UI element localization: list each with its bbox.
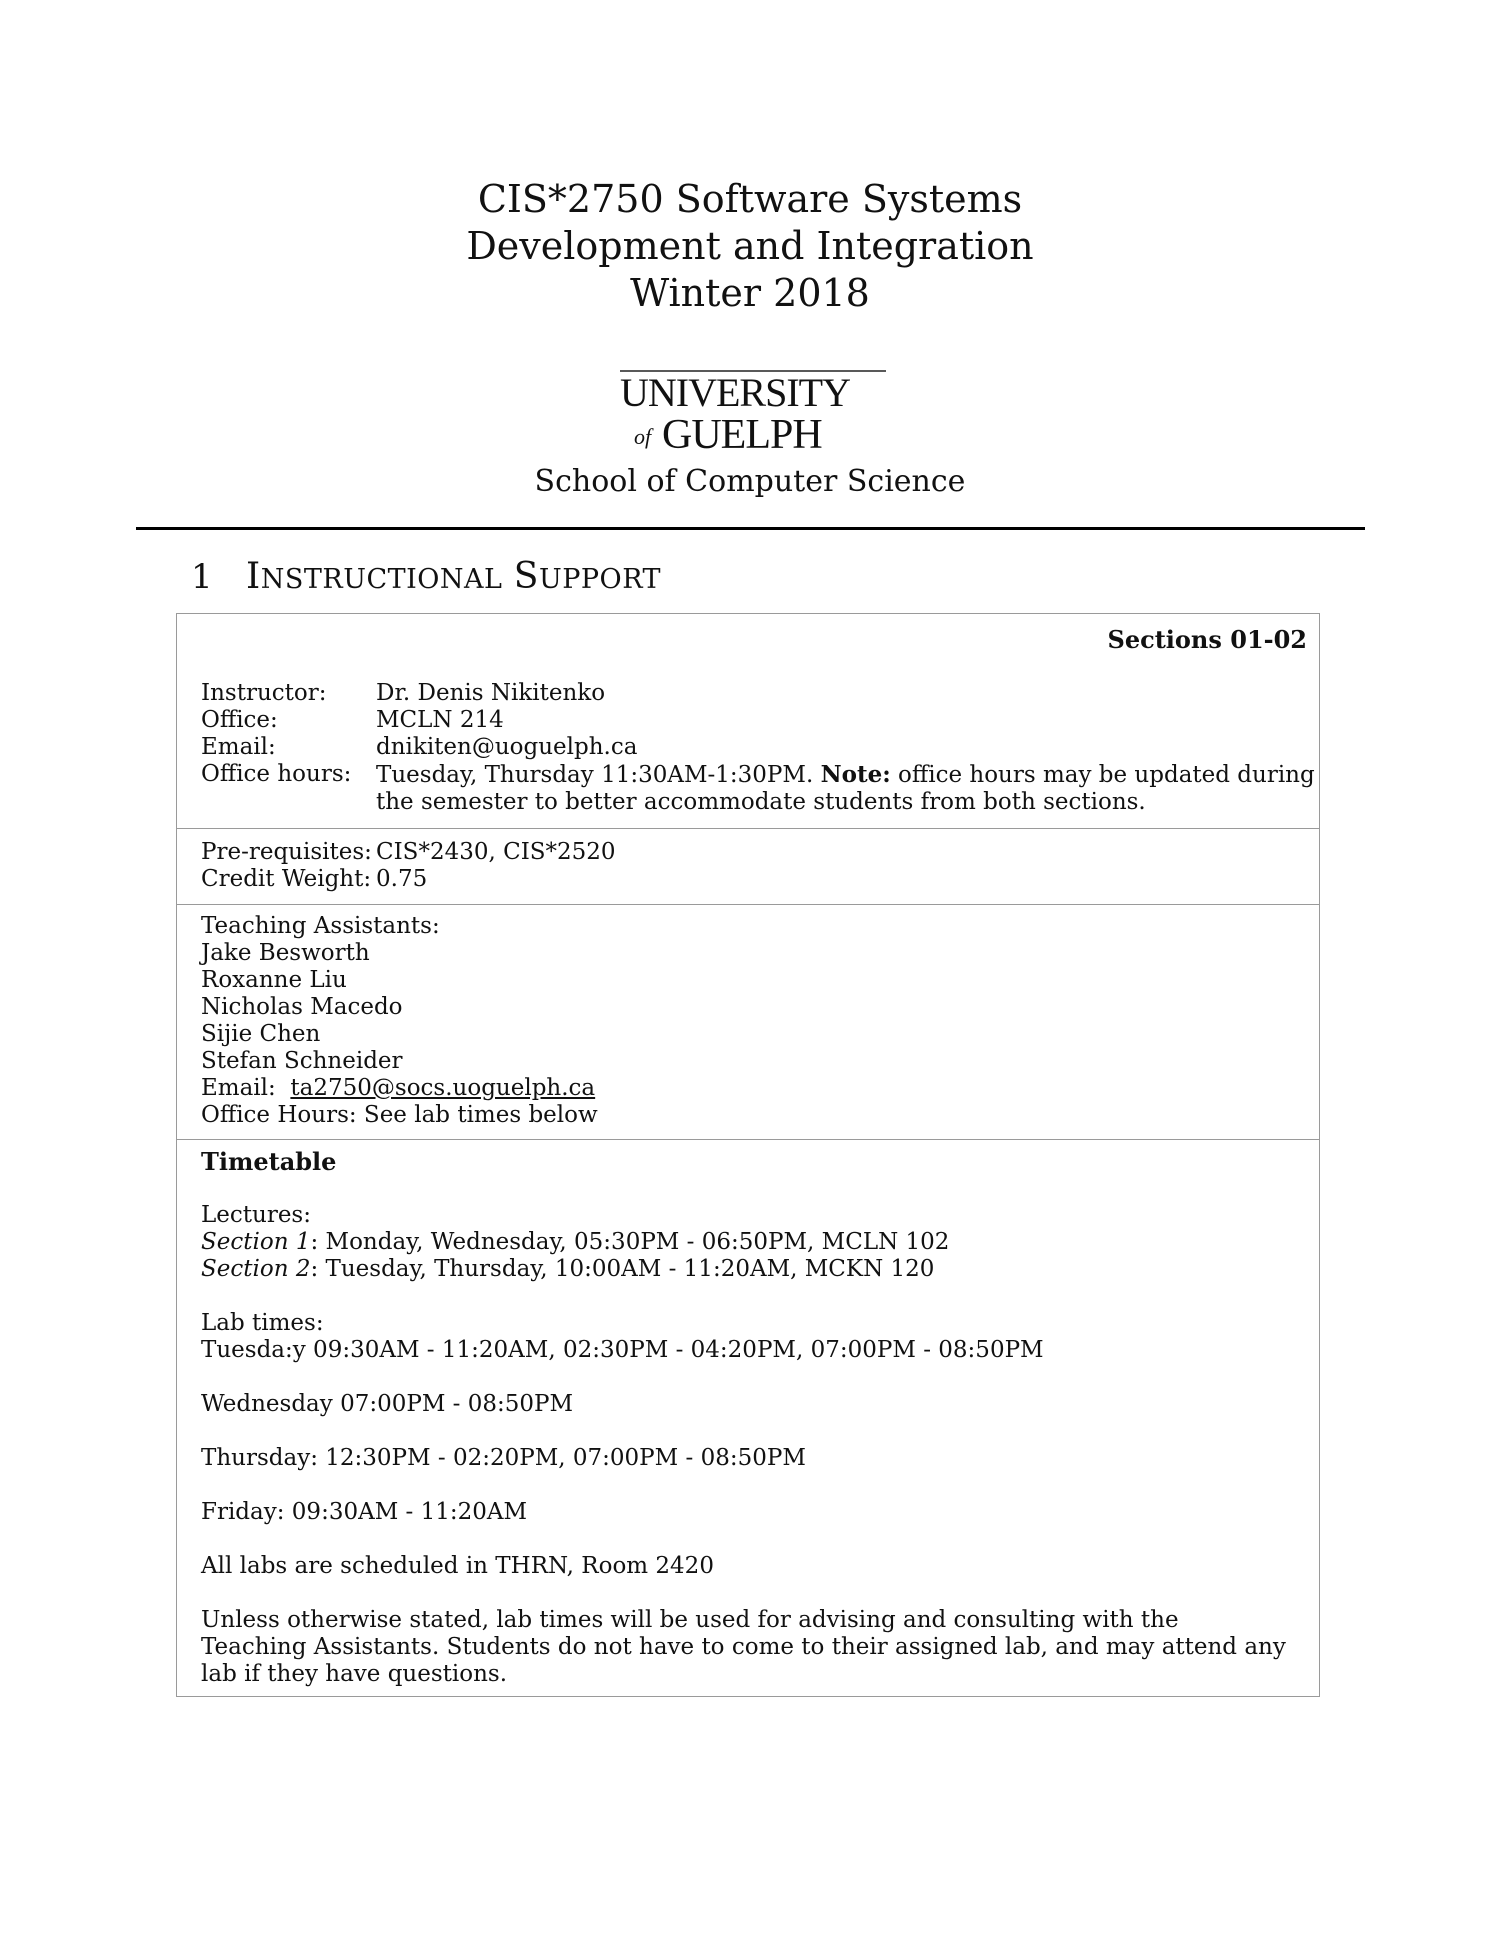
prereq-row: [201, 839, 1316, 866]
ta-name: Sijie Chen: [201, 1021, 321, 1047]
heading-rest-2: UPPORT: [538, 564, 662, 595]
prereq-value: CIS*2430, CIS*2520: [376, 839, 616, 865]
timetable-cell: [177, 1140, 1319, 1696]
office-hours-label: Office hours:: [201, 761, 352, 787]
lab-times-label: Lab times:: [201, 1310, 324, 1336]
lab-friday: Friday: 09:30AM - 11:20AM: [201, 1499, 528, 1525]
office-hours-row: [201, 761, 1316, 816]
instructor-row: [201, 680, 1316, 707]
ta-name: Stefan Schneider: [201, 1048, 403, 1074]
lab-tuesday: Tuesda:y 09:30AM - 11:20AM, 02:30PM - 04:20PM, 07:00PM - 08:50PM: [201, 1337, 1044, 1363]
hours-text: Tuesday, Thursday 11:30AM-1:30PM.: [376, 762, 821, 788]
office-row: [201, 707, 1316, 734]
instructional-support-table: [176, 613, 1320, 1697]
section-1-value: : Monday, Wednesday, 05:30PM - 06:50PM, MCLN 102: [310, 1229, 950, 1255]
timetable-heading: Timetable: [201, 1147, 337, 1176]
section-2-value: : Tuesday, Thursday, 10:00AM - 11:20AM, MCKN 120: [310, 1256, 935, 1282]
teaching-assistants-cell: [177, 905, 1319, 1140]
instructor-cell: [177, 614, 1319, 829]
school-name: School of Computer Science: [534, 464, 966, 499]
section-2-label: Section 2: [201, 1256, 311, 1282]
logo-word-university: UNIVERSITY: [620, 370, 850, 415]
title-line-3: Winter 2018: [630, 271, 870, 315]
ta-heading: Teaching Assistants:: [201, 913, 440, 939]
lab-note: Unless otherwise stated, lab times will be used for advising and consulting with the Teaching Assistants. Students do not have to come to their assigned lab, and may attend any lab if they have questions.: [201, 1607, 1286, 1687]
hours-note-text: office hours may be updated during the semester to better accommodate students from both sections.: [376, 762, 1315, 815]
credit-row: [201, 866, 1316, 893]
ta-name: Roxanne Liu: [201, 967, 347, 993]
office-hours-value: [376, 761, 1316, 816]
course-info-cell: [177, 829, 1319, 905]
ta-email-row: [201, 1075, 598, 1102]
ta-office-hours: Office Hours: See lab times below: [201, 1102, 598, 1128]
email-row: [201, 734, 1316, 761]
document-title: [0, 176, 1500, 317]
credit-value: 0.75: [376, 866, 428, 892]
lab-thursday: Thursday: 12:30PM - 02:20PM, 07:00PM - 08:50PM: [201, 1445, 806, 1471]
heading-cap-1: I: [246, 556, 261, 597]
logo-word-guelph: GUELPH: [662, 412, 822, 454]
office-label: Office:: [201, 707, 278, 733]
instructor-label: Instructor:: [201, 680, 327, 706]
section-number: 1: [191, 557, 214, 597]
heading-rest-1: NSTRUCTIONAL: [260, 564, 503, 595]
credit-label: Credit Weight:: [201, 866, 372, 892]
email-label: Email:: [201, 734, 276, 760]
heading-cap-2: S: [513, 556, 539, 597]
title-line-2: Development and Integration: [466, 224, 1034, 268]
office-value: MCLN 214: [376, 707, 504, 733]
ta-email-link[interactable]: ta2750@socs.uoguelph.ca: [290, 1075, 596, 1101]
title-line-1: CIS*2750 Software Systems: [477, 177, 1023, 221]
ta-name: Nicholas Macedo: [201, 994, 403, 1020]
horizontal-rule: [136, 527, 1365, 530]
prereq-label: Pre-requisites:: [201, 839, 372, 865]
ta-email-label: Email:: [201, 1075, 291, 1101]
sections-label: Sections 01-02: [1107, 625, 1307, 654]
lecture-section-1: [201, 1229, 1301, 1256]
instructor-email[interactable]: dnikiten@uoguelph.ca: [376, 734, 638, 760]
ta-name: Jake Besworth: [201, 940, 370, 966]
section-1-label: Section 1: [201, 1229, 311, 1255]
instructor-value: Dr. Denis Nikitenko: [376, 680, 606, 706]
lab-room: All labs are scheduled in THRN, Room 2420: [201, 1553, 714, 1579]
lecture-section-2: [201, 1256, 1301, 1283]
section-heading: [191, 556, 661, 597]
university-of-guelph-logo: [618, 368, 888, 454]
lab-wednesday: Wednesday 07:00PM - 08:50PM: [201, 1391, 574, 1417]
logo-word-of: of: [634, 424, 652, 449]
note-label: Note:: [820, 761, 891, 788]
lectures-label: Lectures:: [201, 1202, 311, 1228]
